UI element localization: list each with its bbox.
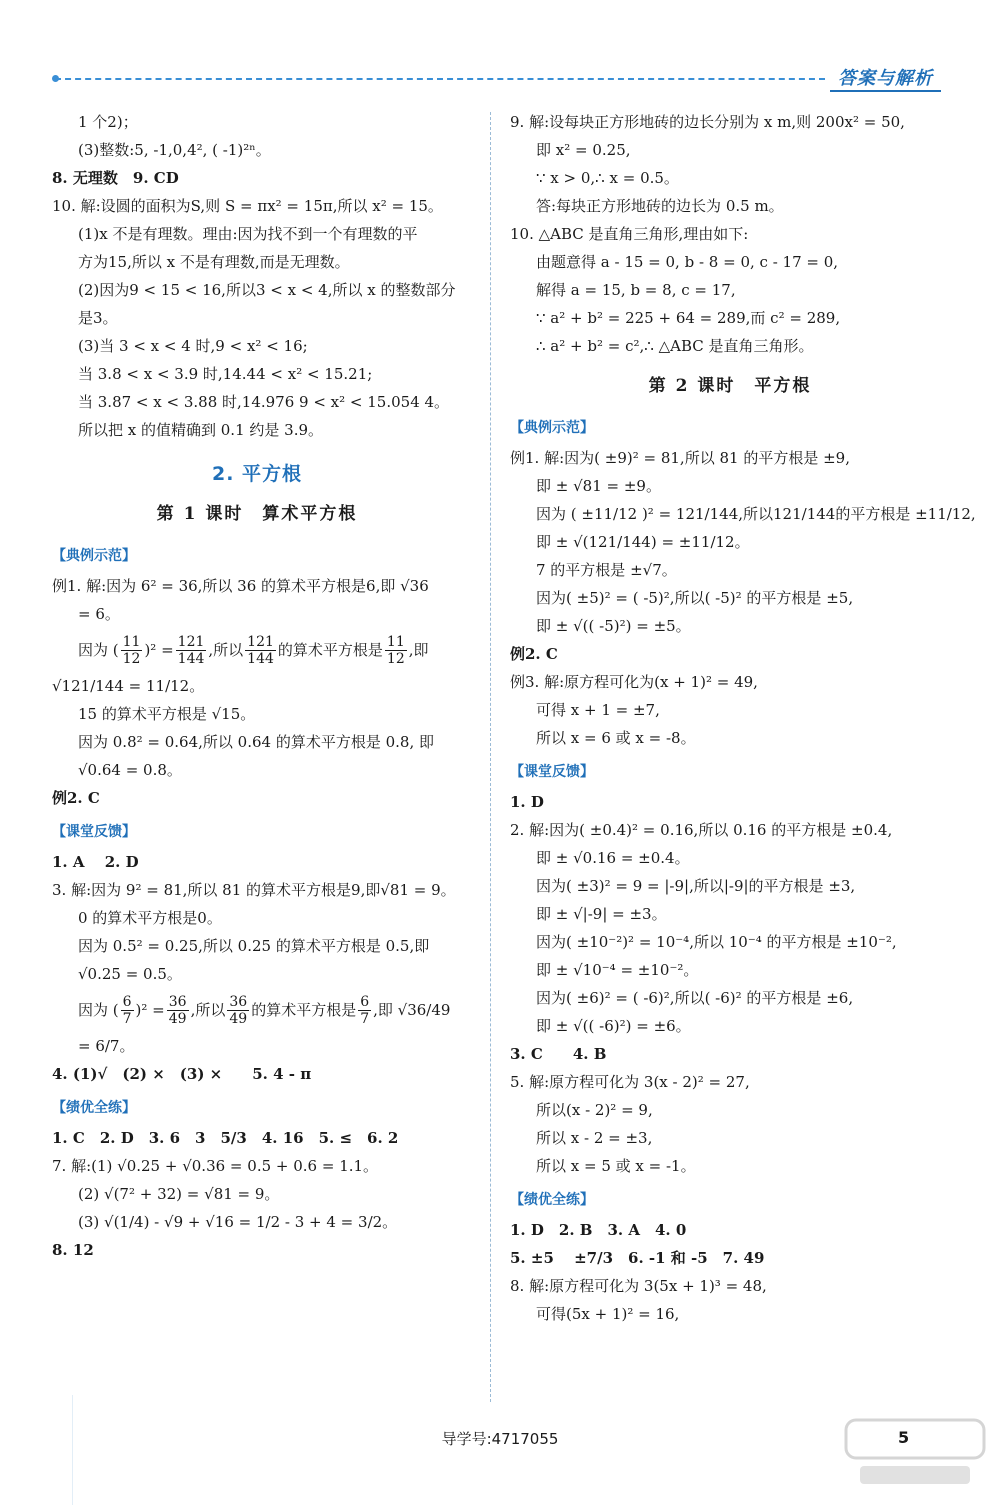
answer-line: 1. A 2. D (52, 853, 139, 871)
answer-line: 8. 无理数 9. CD (52, 169, 179, 187)
answer-line: 例2. C (510, 645, 558, 663)
text-line: 因为 0.8² = 0.64,所以 0.64 的算术平方根是 0.8, 即 (78, 733, 435, 751)
tag-practice: 【绩优全练】 (52, 1100, 136, 1116)
text-fragment: ,即 √36/49 (373, 1001, 451, 1019)
answer-line: 2. 解:因为( ±0.4)² = 0.16,所以 0.16 的平方根是 ±0.4, (510, 821, 893, 839)
text-line: 所以 x = 6 或 x = -8。 (536, 729, 696, 747)
text-line: (2) √(7² + 32) = √81 = 9。 (78, 1185, 280, 1203)
lesson-title: 第 1 课时 算术平方根 (156, 504, 358, 524)
fraction (245, 634, 276, 667)
text-line: 即 ± √81 = ±9。 (536, 477, 661, 495)
tag-feedback: 【课堂反馈】 (510, 764, 594, 780)
page-number: 5 (898, 1428, 910, 1447)
text-line: ∵ a² + b² = 225 + 64 = 289,而 c² = 289, (536, 309, 841, 327)
text-line: 所以 x - 2 = ±3, (536, 1129, 653, 1147)
text-line: 即 ± √(( -6)²) = ±6。 (536, 1017, 691, 1035)
text-line: 7 的平方根是 ±√7。 (536, 561, 677, 579)
answer-line: 9. 解:设每块正方形地砖的边长分别为 x m,则 200x² = 50, (510, 113, 905, 131)
answer-line: 8. 12 (52, 1241, 94, 1259)
denominator: 12 (122, 650, 141, 667)
denominator: 144 (177, 650, 205, 667)
text-line: 即 ± √10⁻⁴ = ±10⁻²。 (536, 961, 699, 979)
right-column (510, 108, 976, 1328)
text-line: ∵ x > 0,∴ x = 0.5。 (536, 169, 679, 187)
text-line: (2)因为9 < 15 < 16,所以3 < x < 4,所以 x 的整数部分 (78, 281, 456, 299)
text-fragment: ,所以 (190, 1001, 226, 1019)
text-line: 因为( ±6)² = ( -6)²,所以( -6)² 的平方根是 ±6, (536, 989, 854, 1007)
fraction (385, 634, 407, 667)
answer-line: 5. ±5 ±7/3 6. -1 和 -5 7. 49 (510, 1249, 765, 1267)
denominator: 49 (229, 1010, 248, 1027)
denominator: 49 (168, 1010, 187, 1027)
tag-practice: 【绩优全练】 (510, 1192, 594, 1208)
text-line: 方为15,所以 x 不是有理数,而是无理数。 (78, 253, 350, 271)
text-line: 因为( ±3)² = 9 = |-9|,所以|-9|的平方根是 ±3, (536, 877, 856, 895)
text-line: 因为 0.5² = 0.25,所以 0.25 的算术平方根是 0.5,即 (78, 937, 430, 955)
tag-example: 【典例示范】 (510, 420, 594, 436)
text-line: 0 的算术平方根是0。 (78, 909, 222, 927)
answer-line: 7. 解:(1) √0.25 + √0.36 = 0.5 + 0.6 = 1.1。 (52, 1157, 379, 1175)
answer-line: 10. 解:设圆的面积为S,则 S = πx² = 15π,所以 x² = 15。 (52, 197, 443, 215)
text-line: 当 3.87 < x < 3.88 时,14.976 9 < x² < 15.054 4。 (78, 393, 450, 411)
text-line: 例1. 解:因为( ±9)² = 81,所以 81 的平方根是 ±9, (510, 449, 850, 467)
fraction (121, 634, 143, 667)
answer-line: 例3. 解:原方程可化为(x + 1)² = 49, (510, 673, 758, 691)
fraction (176, 634, 207, 667)
text-fragment: ,即 (408, 641, 429, 659)
text-line: 由题意得 a - 15 = 0, b - 8 = 0, c - 17 = 0, (536, 253, 839, 271)
text-line: 15 的算术平方根是 √15。 (78, 705, 256, 723)
text-line: 因为 ( ±11/12 )² = 121/144,所以121/144的平方根是 ±11/12, (536, 505, 976, 523)
tag-example: 【典例示范】 (52, 548, 136, 564)
answer-line: 1. D 2. B 3. A 4. 0 (510, 1221, 687, 1239)
text-fragment: 的算术平方根是 (251, 1001, 357, 1019)
numerator: 36 (229, 993, 248, 1010)
text-line: 因为( ±5)² = ( -5)²,所以( -5)² 的平方根是 ±5, (536, 589, 854, 607)
margin-line (72, 1395, 73, 1505)
text-line: 所以(x - 2)² = 9, (536, 1101, 653, 1119)
text-line: 因为( ±10⁻²)² = 10⁻⁴,所以 10⁻⁴ 的平方根是 ±10⁻², (536, 933, 897, 951)
text-line: 即 ± √0.16 = ±0.4。 (536, 849, 690, 867)
numerator: 11 (122, 633, 141, 650)
answer-line: 4. (1)√ (2) × (3) × 5. 4 - π (52, 1065, 312, 1083)
watermark-logo (840, 1412, 990, 1492)
text-line: 1 个2)； (78, 113, 138, 131)
numerator: 6 (360, 993, 370, 1010)
numerator: 11 (386, 633, 405, 650)
numerator: 121 (247, 633, 274, 650)
answer-line: 1. D (510, 793, 544, 811)
text-line: 解得 a = 15, b = 8, c = 17, (536, 281, 736, 299)
answer-line: 1. C 2. D 3. 6 3 5/3 4. 16 5. ≤ 6. 2 (52, 1129, 399, 1147)
text-line: 可得(5x + 1)² = 16, (536, 1305, 680, 1323)
answer-line: 5. 解:原方程可化为 3(x - 2)² = 27, (510, 1073, 750, 1091)
text-line: √0.25 = 0.5。 (78, 965, 182, 983)
text-line: (3) √(1/4) - √9 + √16 = 1/2 - 3 + 4 = 3/2。 (78, 1213, 398, 1231)
text-line: √0.64 = 0.8。 (78, 761, 182, 779)
lesson-title: 第 2 课时 平方根 (648, 376, 812, 396)
text-fragment: 因为 ( (78, 641, 119, 659)
answer-line: 例2. C (52, 789, 100, 807)
text-fragment: )² = (144, 641, 174, 659)
column-divider (490, 112, 491, 1402)
text-line: 即 ± √(121/144) = ±11/12。 (536, 533, 750, 551)
numerator: 6 (122, 993, 132, 1010)
text-line: (3)当 3 < x < 4 时,9 < x² < 16; (78, 337, 308, 355)
guide-code: 导学号:4717055 (441, 1430, 559, 1448)
text-line: 即 x² = 0.25, (536, 141, 631, 159)
answer-line: 10. △ABC 是直角三角形,理由如下: (510, 225, 749, 243)
fraction-line (52, 628, 462, 672)
fraction (167, 994, 189, 1027)
text-line: 例1. 解:因为 6² = 36,所以 36 的算术平方根是6,即 √36 (52, 577, 429, 595)
text-fragment: 因为 ( (78, 1001, 119, 1019)
denominator: 144 (247, 650, 274, 667)
text-line: (1)x 不是有理数。理由:因为找不到一个有理数的平 (78, 225, 418, 243)
answer-line: 3. C 4. B (510, 1045, 607, 1063)
watermark-frame (846, 1420, 984, 1458)
fraction (121, 994, 134, 1027)
answer-line: 8. 解:原方程可化为 3(5x + 1)³ = 48, (510, 1277, 767, 1295)
answer-line: 3. 解:因为 9² = 81,所以 81 的算术平方根是9,即√81 = 9。 (52, 881, 456, 899)
fraction (227, 994, 249, 1027)
text-line: √121/144 = 11/12。 (52, 677, 205, 695)
watermark-bar (860, 1466, 970, 1484)
text-fragment: 的算术平方根是 (277, 641, 383, 659)
fraction-line (52, 988, 462, 1032)
text-line: 答:每块正方形地砖的边长为 0.5 m。 (536, 197, 784, 215)
fraction (358, 994, 371, 1027)
tag-feedback: 【课堂反馈】 (52, 824, 136, 840)
numerator: 121 (177, 633, 205, 650)
text-fragment: ,所以 (208, 641, 244, 659)
text-line: 所以把 x 的值精确到 0.1 约是 3.9。 (78, 421, 324, 439)
text-line: 所以 x = 5 或 x = -1。 (536, 1157, 696, 1175)
text-line: (3)整数:5, -1,0,4², ( -1)²ⁿ。 (78, 141, 271, 159)
text-line: 是3。 (78, 309, 118, 327)
denominator: 12 (386, 650, 405, 667)
numerator: 36 (168, 993, 187, 1010)
denominator: 7 (360, 1010, 370, 1027)
text-line: 可得 x + 1 = ±7, (536, 701, 660, 719)
header-title: 答案与解析 (830, 64, 941, 92)
section-title: 2. 平方根 (211, 463, 303, 485)
text-line: 即 ± √(( -5)²) = ±5。 (536, 617, 691, 635)
text-fragment: )² = (135, 1001, 165, 1019)
header-rule (55, 78, 825, 80)
text-line: 即 ± √|-9| = ±3。 (536, 905, 667, 923)
text-line: = 6/7。 (78, 1037, 135, 1055)
text-line: 当 3.8 < x < 3.9 时,14.44 < x² < 15.21; (78, 365, 373, 383)
denominator: 7 (122, 1010, 132, 1027)
left-column (52, 108, 462, 1264)
text-line: = 6。 (78, 605, 120, 623)
text-line: ∴ a² + b² = c²,∴ △ABC 是直角三角形。 (536, 337, 814, 355)
